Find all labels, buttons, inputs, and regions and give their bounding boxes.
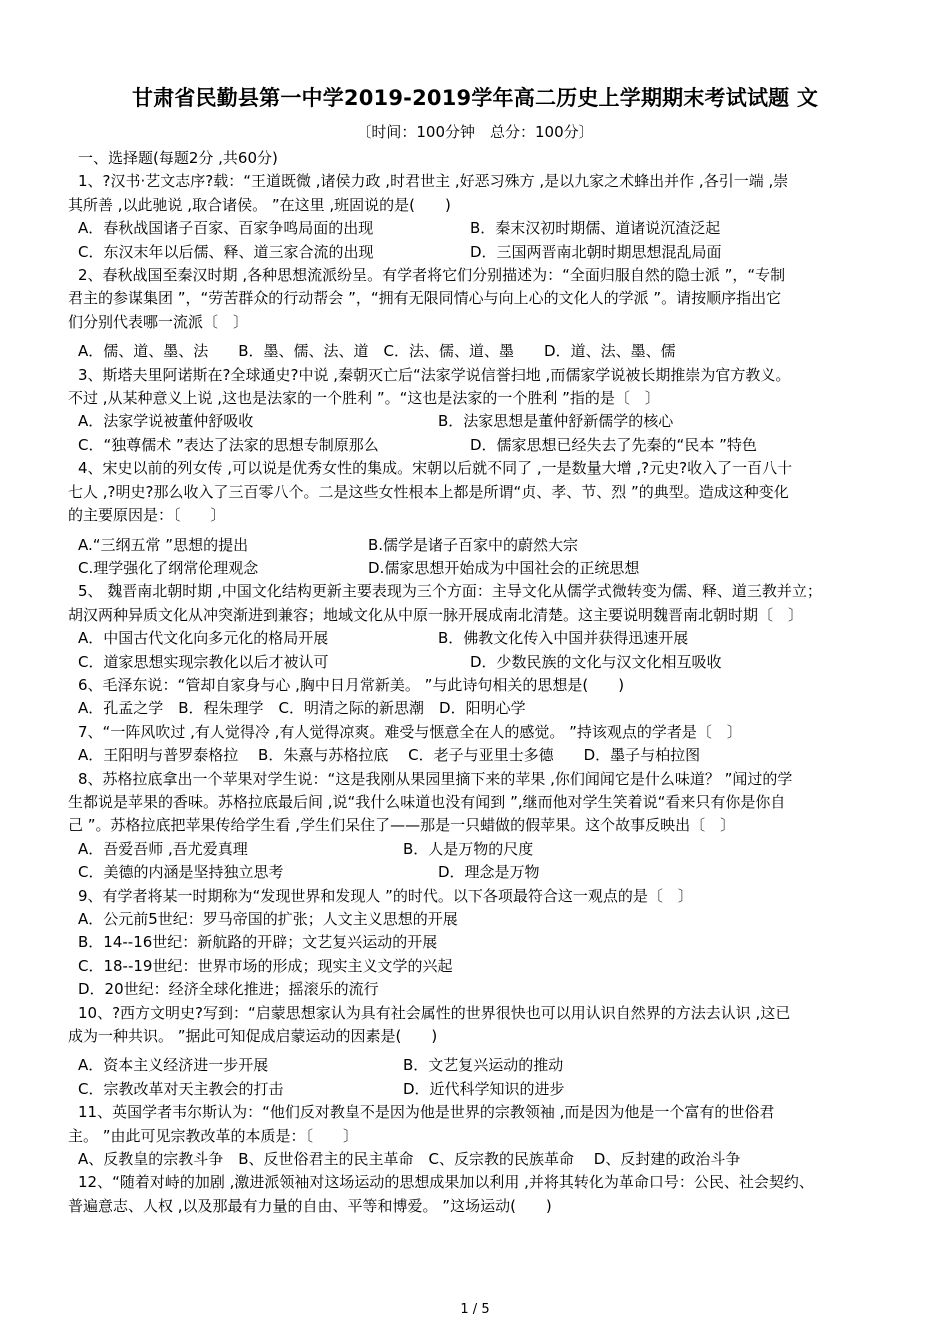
option-a: A．中国古代文化向多元化的格局开展 — [78, 629, 329, 648]
question-stem-line: 11、英国学者韦尔斯认为：“他们反对教皇不是因为他是世界的宗教领袖 ,而是因为他是一个富有的世俗君 — [78, 1103, 775, 1122]
question-10 — [68, 1002, 880, 1102]
question-stem-line: 1、?汉书·艺文志序?载：“王道既微 ,诸侯力政 ,时君世主 ,好恶习殊方 ,是以九家之术蜂出并作 ,各引一端 ,崇 — [78, 172, 789, 191]
option-row — [68, 434, 880, 457]
question-11 — [68, 1101, 880, 1171]
question-2 — [68, 264, 880, 364]
question-stem-line: 5、 魏晋南北朝时期 ,中国文化结构更新主要表现为三个方面：主导文化从儒学式微转变为儒、释、道三教并立； — [78, 582, 822, 601]
option-b: B．人是万物的尺度 — [403, 839, 534, 858]
option-c: C．东汉末年以后儒、释、道三家合流的出现 — [78, 242, 374, 261]
option-c: C．宗教改革对天主教会的打击 — [78, 1079, 284, 1098]
question-stem-line: 9、有学者将某一时期称为“发现世界和发现人 ”的时代。以下各项最符合这一观点的是〔 〕 — [78, 886, 693, 905]
option-row — [68, 1054, 880, 1077]
question-stem-line: 3、斯塔夫里阿诺斯在?全球通史?中说 ,秦朝灭亡后“法家学说信誉扫地 ,而儒家学说被长期推崇为官方教义。 — [78, 365, 791, 384]
question-4 — [68, 457, 880, 580]
question-stem-line: 8、苏格拉底拿出一个苹果对学生说：“这是我刚从果园里摘下来的苹果 ,你们闻闻它是什么味道？ ”闻过的学 — [78, 769, 793, 788]
option-c: C．“独尊儒术 ”表达了法家的思想专制原那么 — [78, 435, 379, 454]
question-stem-line: 其所善 ,以此驰说 ,取合诸侯。 ”在这里 ,班固说的是( ) — [68, 195, 451, 214]
option-a: A．资本主义经济进一步开展 — [78, 1056, 269, 1075]
question-stem-line: 的主要原因是：〔 〕 — [68, 506, 226, 525]
option-row — [68, 217, 880, 240]
option-b: B．法家思想是董仲舒新儒学的核心 — [438, 412, 674, 431]
option-c: C．18--19世纪：世界市场的形成；现实主义文学的兴起 — [78, 956, 453, 975]
option-row: A．孔孟之学 B．程朱理学 C．明清之际的新思潮 D．阳明心学 — [78, 699, 526, 718]
question-8 — [68, 768, 880, 885]
option-row — [68, 410, 880, 433]
question-5 — [68, 580, 880, 674]
page-title: 甘肃省民勤县第一中学2019-2019学年高二历史上学期期末考试试题 文 — [131, 86, 819, 110]
page-number: 1 / 5 — [460, 1302, 490, 1317]
option-row: A．儒、道、墨、法 B．墨、儒、法、道 C．法、儒、道、墨 D．道、法、墨、儒 — [78, 342, 676, 361]
question-1 — [68, 170, 880, 264]
option-a: A．法家学说被董仲舒吸收 — [78, 412, 254, 431]
question-6 — [68, 674, 880, 721]
question-stem-line: 6、毛泽东说：“管却自家身与心 ,胸中日月常新美。 ”与此诗句相关的思想是( ) — [78, 675, 625, 694]
option-b: B.儒学是诸子百家中的蔚然大宗 — [368, 535, 579, 554]
option-row — [68, 557, 880, 580]
option-row: A．王阳明与普罗泰格拉 B．朱熹与苏格拉底 C．老子与亚里士多德 D．墨子与柏拉图 — [78, 746, 701, 765]
option-c: C．道家思想实现宗教化以后才被认可 — [78, 652, 329, 671]
exam-info: 〔时间：100分钟 总分：100分〕 — [356, 123, 594, 141]
option-d: D.儒家思想开始成为中国社会的正统思想 — [368, 558, 640, 577]
option-b: B．秦末汉初时期儒、道诸说沉渣泛起 — [470, 219, 721, 238]
question-stem-line: 们分别代表哪一流派〔 〕 — [68, 312, 249, 331]
option-row — [68, 534, 880, 557]
option-d: D．近代科学知识的进步 — [403, 1079, 565, 1098]
question-stem-line: 12、“随着对峙的加剧 ,激进派领袖对这场运动的思想成果加以利用 ,并将其转化为革命口号：公民、社会契约、 — [78, 1173, 814, 1192]
question-stem-line: 七人 ,?明史?那么收入了三百零八个。二是这些女性根本上都是所谓“贞、孝、节、烈 ”的典型。造成这种变化 — [68, 482, 789, 501]
option-d: D．三国两晋南北朝时期思想混乱局面 — [470, 242, 722, 261]
option-a: A．春秋战国诸子百家、百家争鸣局面的出现 — [78, 219, 374, 238]
question-stem-line: 胡汉两种异质文化从冲突渐进到兼容；地域文化从中原一脉开展成南北清楚。这主要说明魏晋南北朝时期〔 〕 — [68, 605, 804, 624]
question-stem-line: 君主的参谋集团 ”，“劳苦群众的行动帮会 ”，“拥有无限同情心与向上心的文化人的学派 ”。请按顺序指出它 — [68, 289, 782, 308]
question-stem-line: 2、春秋战国至秦汉时期 ,各种思想流派纷呈。有学者将它们分别描述为：“全面归服自然的隐士派 ”，“专制 — [78, 266, 786, 285]
option-b: B．14--16世纪：新航路的开辟；文艺复兴运动的开展 — [78, 933, 438, 952]
question-stem-line: 主。 ”由此可见宗教改革的本质是：〔 〕 — [68, 1126, 359, 1145]
option-d: D．少数民族的文化与汉文化相互吸收 — [470, 652, 722, 671]
option-d: D．儒家思想已经失去了先秦的“民本 ”特色 — [470, 435, 757, 454]
question-stem-line: 普遍意志、人权 ,以及那最有力量的自由、平等和博爱。 ”这场运动( ) — [68, 1196, 552, 1215]
question-stem-line: 7、“一阵风吹过 ,有人觉得冷 ,有人觉得凉爽。难受与惬意全在人的感觉。 ”持该观点的学者是〔 〕 — [78, 722, 742, 741]
option-row — [68, 241, 880, 264]
question-stem-line: 4、宋史以前的列女传 ,可以说是优秀女性的集成。宋朝以后就不同了 ,一是数量大增 ,?元史?收入了一百八十 — [78, 459, 793, 478]
option-row — [68, 838, 880, 861]
option-a: A.“三纲五常 ”思想的提出 — [78, 535, 249, 554]
question-stem-line: 不过 ,从某种意义上说 ,这也是法家的一个胜利 ”。“这也是法家的一个胜利 ”指的是〔 〕 — [68, 389, 660, 408]
question-12 — [68, 1171, 880, 1218]
option-c: C.理学强化了纲常伦理观念 — [78, 558, 259, 577]
option-d: D．20世纪：经济全球化推进；摇滚乐的流行 — [78, 980, 379, 999]
question-stem-line: 己 ”。苏格拉底把苹果传给学生看 ,学生们呆住了——那是一只蜡做的假苹果。这个故事反映出〔 〕 — [68, 816, 736, 835]
option-d: D．理念是万物 — [438, 863, 540, 882]
option-row — [68, 651, 880, 674]
option-row — [68, 861, 880, 884]
option-b: B．文艺复兴运动的推动 — [403, 1056, 564, 1075]
question-7 — [68, 721, 880, 768]
question-3 — [68, 364, 880, 458]
option-c: C．美德的内涵是坚持独立思考 — [78, 863, 284, 882]
question-stem-line: 10、?西方文明史?写到：“启蒙思想家认为具有社会属性的世界很快也可以用认识自然界的方法去认识 ,这已 — [78, 1003, 791, 1022]
option-row — [68, 1078, 880, 1101]
option-a: A．吾爱吾师 ,吾尤爱真理 — [78, 839, 248, 858]
option-a: A．公元前5世纪：罗马帝国的扩张；人文主义思想的开展 — [78, 910, 458, 928]
question-stem-line: 成为一种共识。 ”据此可知促成启蒙运动的因素是( ) — [68, 1027, 438, 1046]
exam-content — [68, 147, 880, 1218]
option-row: A、反教皇的宗教斗争 B、反世俗君主的民主革命 C、反宗教的民族革命 D、反封建的政治斗争 — [78, 1150, 741, 1169]
option-row — [68, 627, 880, 650]
option-b: B．佛教文化传入中国并获得迅速开展 — [438, 629, 689, 648]
question-9 — [68, 885, 880, 1002]
question-stem-line: 生都说是苹果的香味。苏格拉底最后间 ,说“我什么味道也没有闻到 ”,继而他对学生笑着说“看来只有你是你自 — [68, 792, 786, 811]
section-heading: 一、选择题(每题2分 ,共60分) — [78, 149, 278, 167]
